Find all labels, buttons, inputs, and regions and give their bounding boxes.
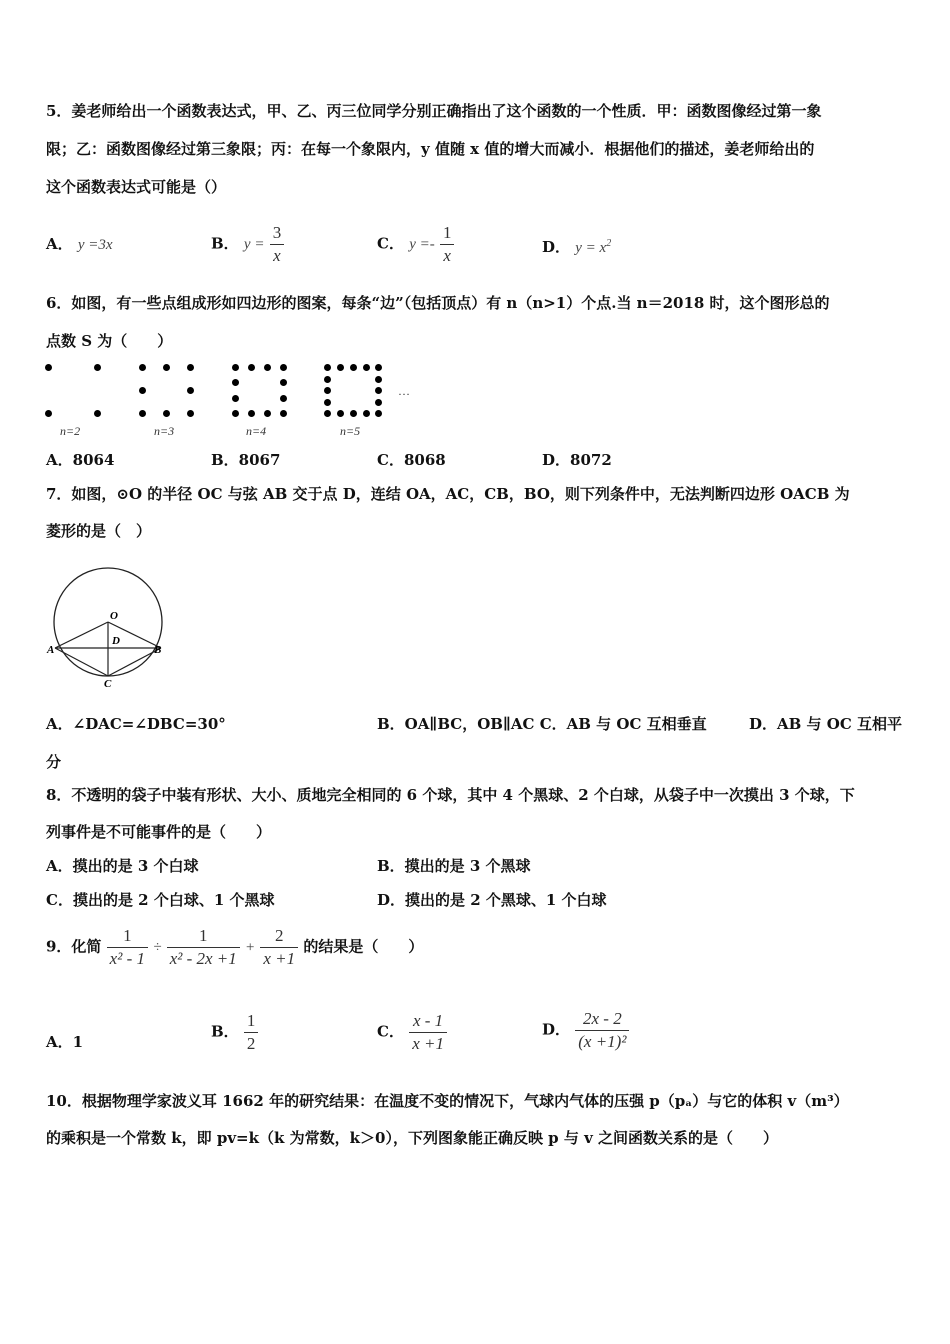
fraction: [409, 1010, 447, 1055]
ellipsis: …: [398, 384, 410, 398]
dot: [45, 364, 52, 371]
fraction-1: [107, 925, 148, 970]
label-n3: n=3: [154, 424, 175, 438]
q10-line1: 10．根据物理学家波义耳 1662 年的研究结果：在温度不变的情况下，气球内气体的压强 p（pₐ）与它的体积 v（m³）: [46, 1092, 849, 1110]
option-label: B．: [211, 1022, 239, 1041]
option-label: C．: [377, 1022, 404, 1041]
q9-option-d: [542, 1008, 629, 1053]
dot: [187, 364, 194, 371]
numerator: 2x - 2: [575, 1008, 629, 1031]
fraction: [440, 222, 455, 267]
dot: [232, 395, 239, 402]
dot: [232, 410, 239, 417]
option-label: D．: [542, 238, 571, 256]
q9-stem: [46, 925, 423, 970]
q7-option-a: A．∠DAC=∠DBC=30°: [46, 715, 226, 733]
dot: [232, 364, 239, 371]
dot: [248, 410, 255, 417]
q8-line2: 列事件是不可能事件的是（ ）: [46, 823, 272, 841]
q7-option-d-wrap: 分: [46, 753, 62, 771]
dot: [363, 410, 370, 417]
label-n5: n=5: [340, 424, 361, 438]
q7-option-d: D．AB 与 OC 互相平: [749, 715, 902, 733]
dot: [94, 364, 101, 371]
q6-option-a: A．8064: [46, 451, 115, 469]
dot: [139, 364, 146, 371]
q8-option-c: C．摸出的是 2 个白球、1 个黑球: [46, 891, 275, 909]
dot: [363, 364, 370, 371]
dot: [139, 410, 146, 417]
q7-option-bc: B．OA∥BC，OB∥AC C．AB 与 OC 互相垂直: [377, 715, 707, 733]
dot: [375, 364, 382, 371]
q8-line1: 8．不透明的袋子中装有形状、大小、质地完全相同的 6 个球，其中 4 个黑球、2 个白球，从袋子中一次摸出 3 个球，下: [46, 786, 855, 804]
label-n4: n=4: [246, 424, 267, 438]
q6-option-b: B．8067: [211, 451, 281, 469]
label-c: C: [104, 678, 112, 690]
dot: [264, 410, 271, 417]
denominator: x: [443, 246, 451, 265]
numerator: x - 1: [409, 1010, 447, 1033]
label-d: D: [112, 635, 120, 647]
dot: [187, 410, 194, 417]
dot: [375, 399, 382, 406]
label-n2: n=2: [60, 424, 81, 438]
dot: [280, 364, 287, 371]
q6-option-c: C．8068: [377, 451, 446, 469]
fraction: [575, 1008, 629, 1053]
dot: [163, 364, 170, 371]
fraction: [270, 222, 285, 267]
q9-option-a: A．1: [46, 1033, 84, 1051]
dot: [264, 364, 271, 371]
q7-line1: 7．如图，⊙O 的半径 OC 与弦 AB 交于点 D，连结 OA，AC，CB，BO，则下列条件中，无法判断四边形 OACB 为: [46, 485, 850, 503]
q5-line1: 5．姜老师给出一个函数表达式，甲、乙、丙三位同学分别正确指出了这个函数的一个性质．甲：函数图像经过第一象: [46, 102, 822, 120]
q5-option-c: [377, 222, 454, 267]
q6-line1: 6．如图，有一些点组成形如四边形的图案，每条“边”（包括顶点）有 n（n>1）个点.当 n＝2018 时，这个图形总的: [46, 294, 830, 312]
denominator: (x +1)²: [578, 1032, 627, 1051]
option-expression: y = x: [575, 240, 607, 256]
dot: [280, 379, 287, 386]
label-o: O: [110, 610, 118, 622]
q5-line2: 限；乙：函数图像经过第三象限；丙：在每一个象限内，y 值随 x 值的增大而减小．根据他们的描述，姜老师给出的: [46, 140, 815, 158]
dot: [324, 364, 331, 371]
plus-sign: +: [245, 939, 256, 956]
dot: [280, 410, 287, 417]
q9-option-c: [377, 1010, 447, 1055]
denominator: x +1: [263, 949, 296, 968]
numerator: 2: [260, 925, 298, 948]
fraction: [244, 1010, 259, 1055]
segment-oa: [55, 622, 108, 648]
dot: [324, 387, 331, 394]
dot: [324, 410, 331, 417]
q9-prefix: 9．化简: [46, 937, 102, 956]
q6-line2: 点数 S 为（ ）: [46, 332, 173, 350]
q5-option-a: [46, 234, 113, 255]
numerator: 1: [440, 222, 455, 245]
exponent: 2: [606, 238, 612, 249]
dot: [350, 364, 357, 371]
numerator: 1: [167, 925, 240, 948]
dot: [375, 387, 382, 394]
q5-option-b: [211, 222, 284, 267]
option-label: B．: [211, 234, 239, 253]
dot: [45, 410, 52, 417]
q8-option-a: A．摸出的是 3 个白球: [46, 857, 199, 875]
label-b: B: [154, 644, 162, 656]
numerator: 1: [244, 1010, 259, 1033]
q5-option-d: [542, 234, 611, 258]
option-label: D．: [542, 1020, 571, 1039]
dot: [163, 410, 170, 417]
q5-line3: 这个函数表达式可能是（）: [46, 178, 227, 196]
circle-geometry-figure: [44, 560, 174, 690]
denominator: x +1: [412, 1034, 444, 1053]
dot: [337, 364, 344, 371]
numerator: 3: [270, 222, 285, 245]
dot: [337, 410, 344, 417]
dot: [139, 387, 146, 394]
dot: [324, 399, 331, 406]
denominator: x² - 1: [109, 949, 145, 968]
segment-ac: [55, 648, 108, 676]
q9-suffix: 的结果是（ ）: [303, 937, 424, 956]
q9-option-b: [211, 1010, 258, 1055]
q10-line2: 的乘积是一个常数 k，即 pv=k（k 为常数，k＞0），下列图象能正确反映 p 与 v 之间函数关系的是（ ）: [46, 1129, 779, 1147]
q7-line2: 菱形的是（ ）: [46, 522, 152, 540]
dot: [375, 410, 382, 417]
option-lhs: y =-: [409, 236, 435, 253]
dot: [94, 410, 101, 417]
dot: [232, 379, 239, 386]
dot: [350, 410, 357, 417]
dot: [280, 395, 287, 402]
dot: [375, 376, 382, 383]
option-lhs: y =: [243, 236, 265, 253]
option-label: A．: [46, 235, 73, 253]
fraction-3: [260, 925, 298, 970]
label-a: A: [47, 644, 55, 656]
fraction-2: [167, 925, 240, 970]
option-label: C．: [377, 234, 404, 253]
divide-sign: ÷: [153, 939, 162, 956]
q8-option-d: D．摸出的是 2 个黑球、1 个白球: [377, 891, 607, 909]
dot: [324, 376, 331, 383]
q8-option-b: B．摸出的是 3 个黑球: [377, 857, 531, 875]
denominator: x² - 2x +1: [169, 949, 237, 968]
option-expression: y =3x: [77, 237, 113, 253]
denominator: x: [273, 246, 281, 265]
dot: [248, 364, 255, 371]
dot: [187, 387, 194, 394]
denominator: 2: [246, 1034, 256, 1053]
q6-option-d: D．8072: [542, 451, 612, 469]
numerator: 1: [107, 925, 148, 948]
